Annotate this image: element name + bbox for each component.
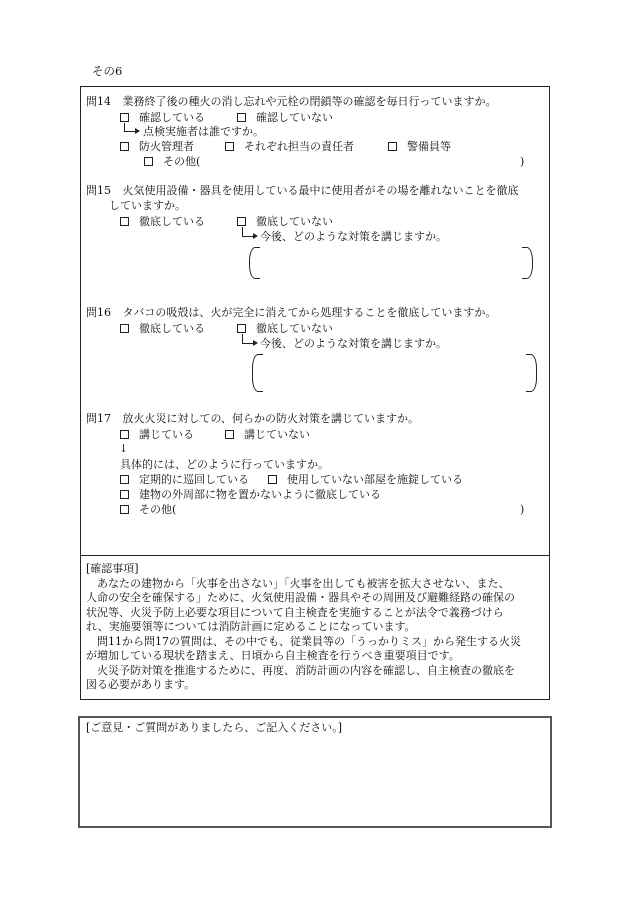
option-label: 確認していない bbox=[256, 111, 333, 124]
checkbox-icon[interactable] bbox=[120, 490, 129, 499]
option-label: 警備員等 bbox=[407, 140, 451, 153]
q14-who-responsible[interactable] bbox=[225, 141, 354, 152]
question-15-text-cont: していますか。 bbox=[109, 199, 186, 212]
notes-line: が増加している現状を踏まえ、日頃から自主検査を行うべき重要項目です。 bbox=[86, 649, 460, 662]
q16-sub-question: 今後、どのような対策を講じますか。 bbox=[260, 337, 447, 350]
q16-options bbox=[120, 322, 333, 335]
question-17 bbox=[86, 413, 419, 424]
question-text: 業務終了後の種火の消し忘れや元栓の閉鎖等の確認を毎日行っていますか。 bbox=[122, 95, 497, 108]
option-label: 確認している bbox=[139, 111, 205, 124]
q17-options bbox=[120, 428, 310, 441]
option-label: 講じている bbox=[139, 428, 194, 441]
notes-line: 人命の安全を確保する」ために、火気使用設備・器具やその周囲及び避難経路の確保の bbox=[86, 591, 515, 604]
q17-sub-question: 具体的には、どのように行っていますか。 bbox=[120, 458, 329, 471]
comment-prompt: [ご意見・ご質問がありましたら、ご記入ください。] bbox=[86, 721, 343, 734]
arrow-head-icon bbox=[135, 128, 140, 134]
checkbox-icon[interactable] bbox=[120, 113, 129, 122]
checkbox-icon[interactable] bbox=[120, 142, 129, 151]
question-number: 問16 bbox=[86, 306, 111, 319]
checkbox-icon[interactable] bbox=[225, 430, 234, 439]
q16-option-no[interactable] bbox=[237, 323, 333, 334]
option-label: 徹底していない bbox=[256, 215, 333, 228]
q17-measure-patrol[interactable] bbox=[120, 474, 249, 485]
page-label: その6 bbox=[92, 64, 123, 78]
option-label: 定期的に巡回している bbox=[139, 473, 249, 486]
q14-who-guards[interactable] bbox=[388, 141, 451, 152]
q14-other-close-paren: ) bbox=[520, 155, 525, 168]
question-number: 問17 bbox=[86, 412, 111, 425]
checkbox-icon[interactable] bbox=[237, 113, 246, 122]
checkbox-icon[interactable] bbox=[388, 142, 397, 151]
q17-option-no[interactable] bbox=[225, 429, 310, 440]
question-16 bbox=[86, 307, 496, 318]
confirmation-notes bbox=[86, 562, 548, 693]
down-arrow-icon: ↓ bbox=[119, 442, 129, 455]
q17-other-close-paren: ) bbox=[520, 503, 525, 516]
q14-who-fire-manager[interactable] bbox=[120, 141, 194, 152]
q17-measure-perimeter[interactable] bbox=[120, 489, 381, 501]
question-number: 問15 bbox=[86, 184, 111, 197]
notes-heading: [確認事項] bbox=[86, 562, 139, 575]
q14-option-no[interactable] bbox=[237, 112, 333, 123]
q17-measure-lock[interactable] bbox=[268, 474, 463, 485]
question-text: タバコの吸殻は、火が完全に消えてから処理することを徹底していますか。 bbox=[122, 306, 497, 319]
option-label: 徹底していない bbox=[256, 322, 333, 335]
question-number: 問14 bbox=[86, 95, 111, 108]
q15-option-yes[interactable] bbox=[120, 216, 205, 227]
section-divider bbox=[80, 555, 550, 556]
checkbox-icon[interactable] bbox=[120, 324, 129, 333]
option-label: その他( bbox=[139, 503, 177, 516]
q15-options bbox=[120, 215, 333, 228]
question-15 bbox=[86, 185, 519, 196]
checkbox-icon[interactable] bbox=[120, 430, 129, 439]
checkbox-icon[interactable] bbox=[268, 475, 277, 484]
q15-sub-question: 今後、どのような対策を講じますか。 bbox=[260, 230, 447, 243]
q16-option-yes[interactable] bbox=[120, 323, 205, 334]
q17-option-yes[interactable] bbox=[120, 429, 194, 440]
arrow-head-icon bbox=[253, 340, 258, 346]
q14-option-yes[interactable] bbox=[120, 112, 205, 123]
option-label: 徹底している bbox=[139, 215, 205, 228]
checkbox-icon[interactable] bbox=[237, 324, 246, 333]
option-label: 使用していない部屋を施錠している bbox=[287, 473, 463, 486]
checkbox-icon[interactable] bbox=[120, 217, 129, 226]
notes-line: れ、実施要領等については消防計画に定めることになっています。 bbox=[86, 620, 416, 633]
notes-line: 火災予防対策を推進するために、再度、消防計画の内容を確認し、自主検査の徹底を bbox=[97, 663, 515, 677]
notes-line: 問11から問17の質問は、その中でも、従業員等の「うっかりミス」から発生する火災 bbox=[97, 634, 521, 648]
notes-line: 状況等、火災予防上必要な項目について自主検査を実施することが法令で義務づけら bbox=[86, 605, 504, 619]
checkbox-icon[interactable] bbox=[237, 217, 246, 226]
option-label: 建物の外周部に物を置かないように徹底している bbox=[139, 488, 381, 501]
arrow-head-icon bbox=[253, 233, 258, 239]
option-label: 講じていない bbox=[244, 428, 310, 441]
q14-other[interactable] bbox=[144, 156, 200, 168]
option-label: 徹底している bbox=[139, 322, 205, 335]
q17-other[interactable] bbox=[120, 504, 176, 516]
checkbox-icon[interactable] bbox=[120, 505, 129, 514]
question-text: 火気使用設備・器具を使用している最中に使用者がその場を離れないことを徹底 bbox=[122, 184, 519, 197]
q15-option-no[interactable] bbox=[237, 216, 333, 227]
notes-line: あなたの建物から「火事を出さない」「火事を出しても被害を拡大させない、また、 bbox=[97, 576, 510, 590]
question-text: 放火火災に対しての、何らかの防火対策を講じていますか。 bbox=[122, 412, 420, 425]
option-label: 防火管理者 bbox=[139, 140, 194, 153]
option-label: それぞれ担当の責任者 bbox=[244, 140, 354, 153]
q14-sub-question: 点検実施者は誰ですか。 bbox=[143, 125, 264, 138]
notes-line: 図る必要があります。 bbox=[86, 678, 196, 691]
question-14 bbox=[86, 96, 497, 107]
checkbox-icon[interactable] bbox=[144, 157, 153, 166]
checkbox-icon[interactable] bbox=[120, 475, 129, 484]
checkbox-icon[interactable] bbox=[225, 142, 234, 151]
option-label: その他( bbox=[163, 155, 201, 168]
